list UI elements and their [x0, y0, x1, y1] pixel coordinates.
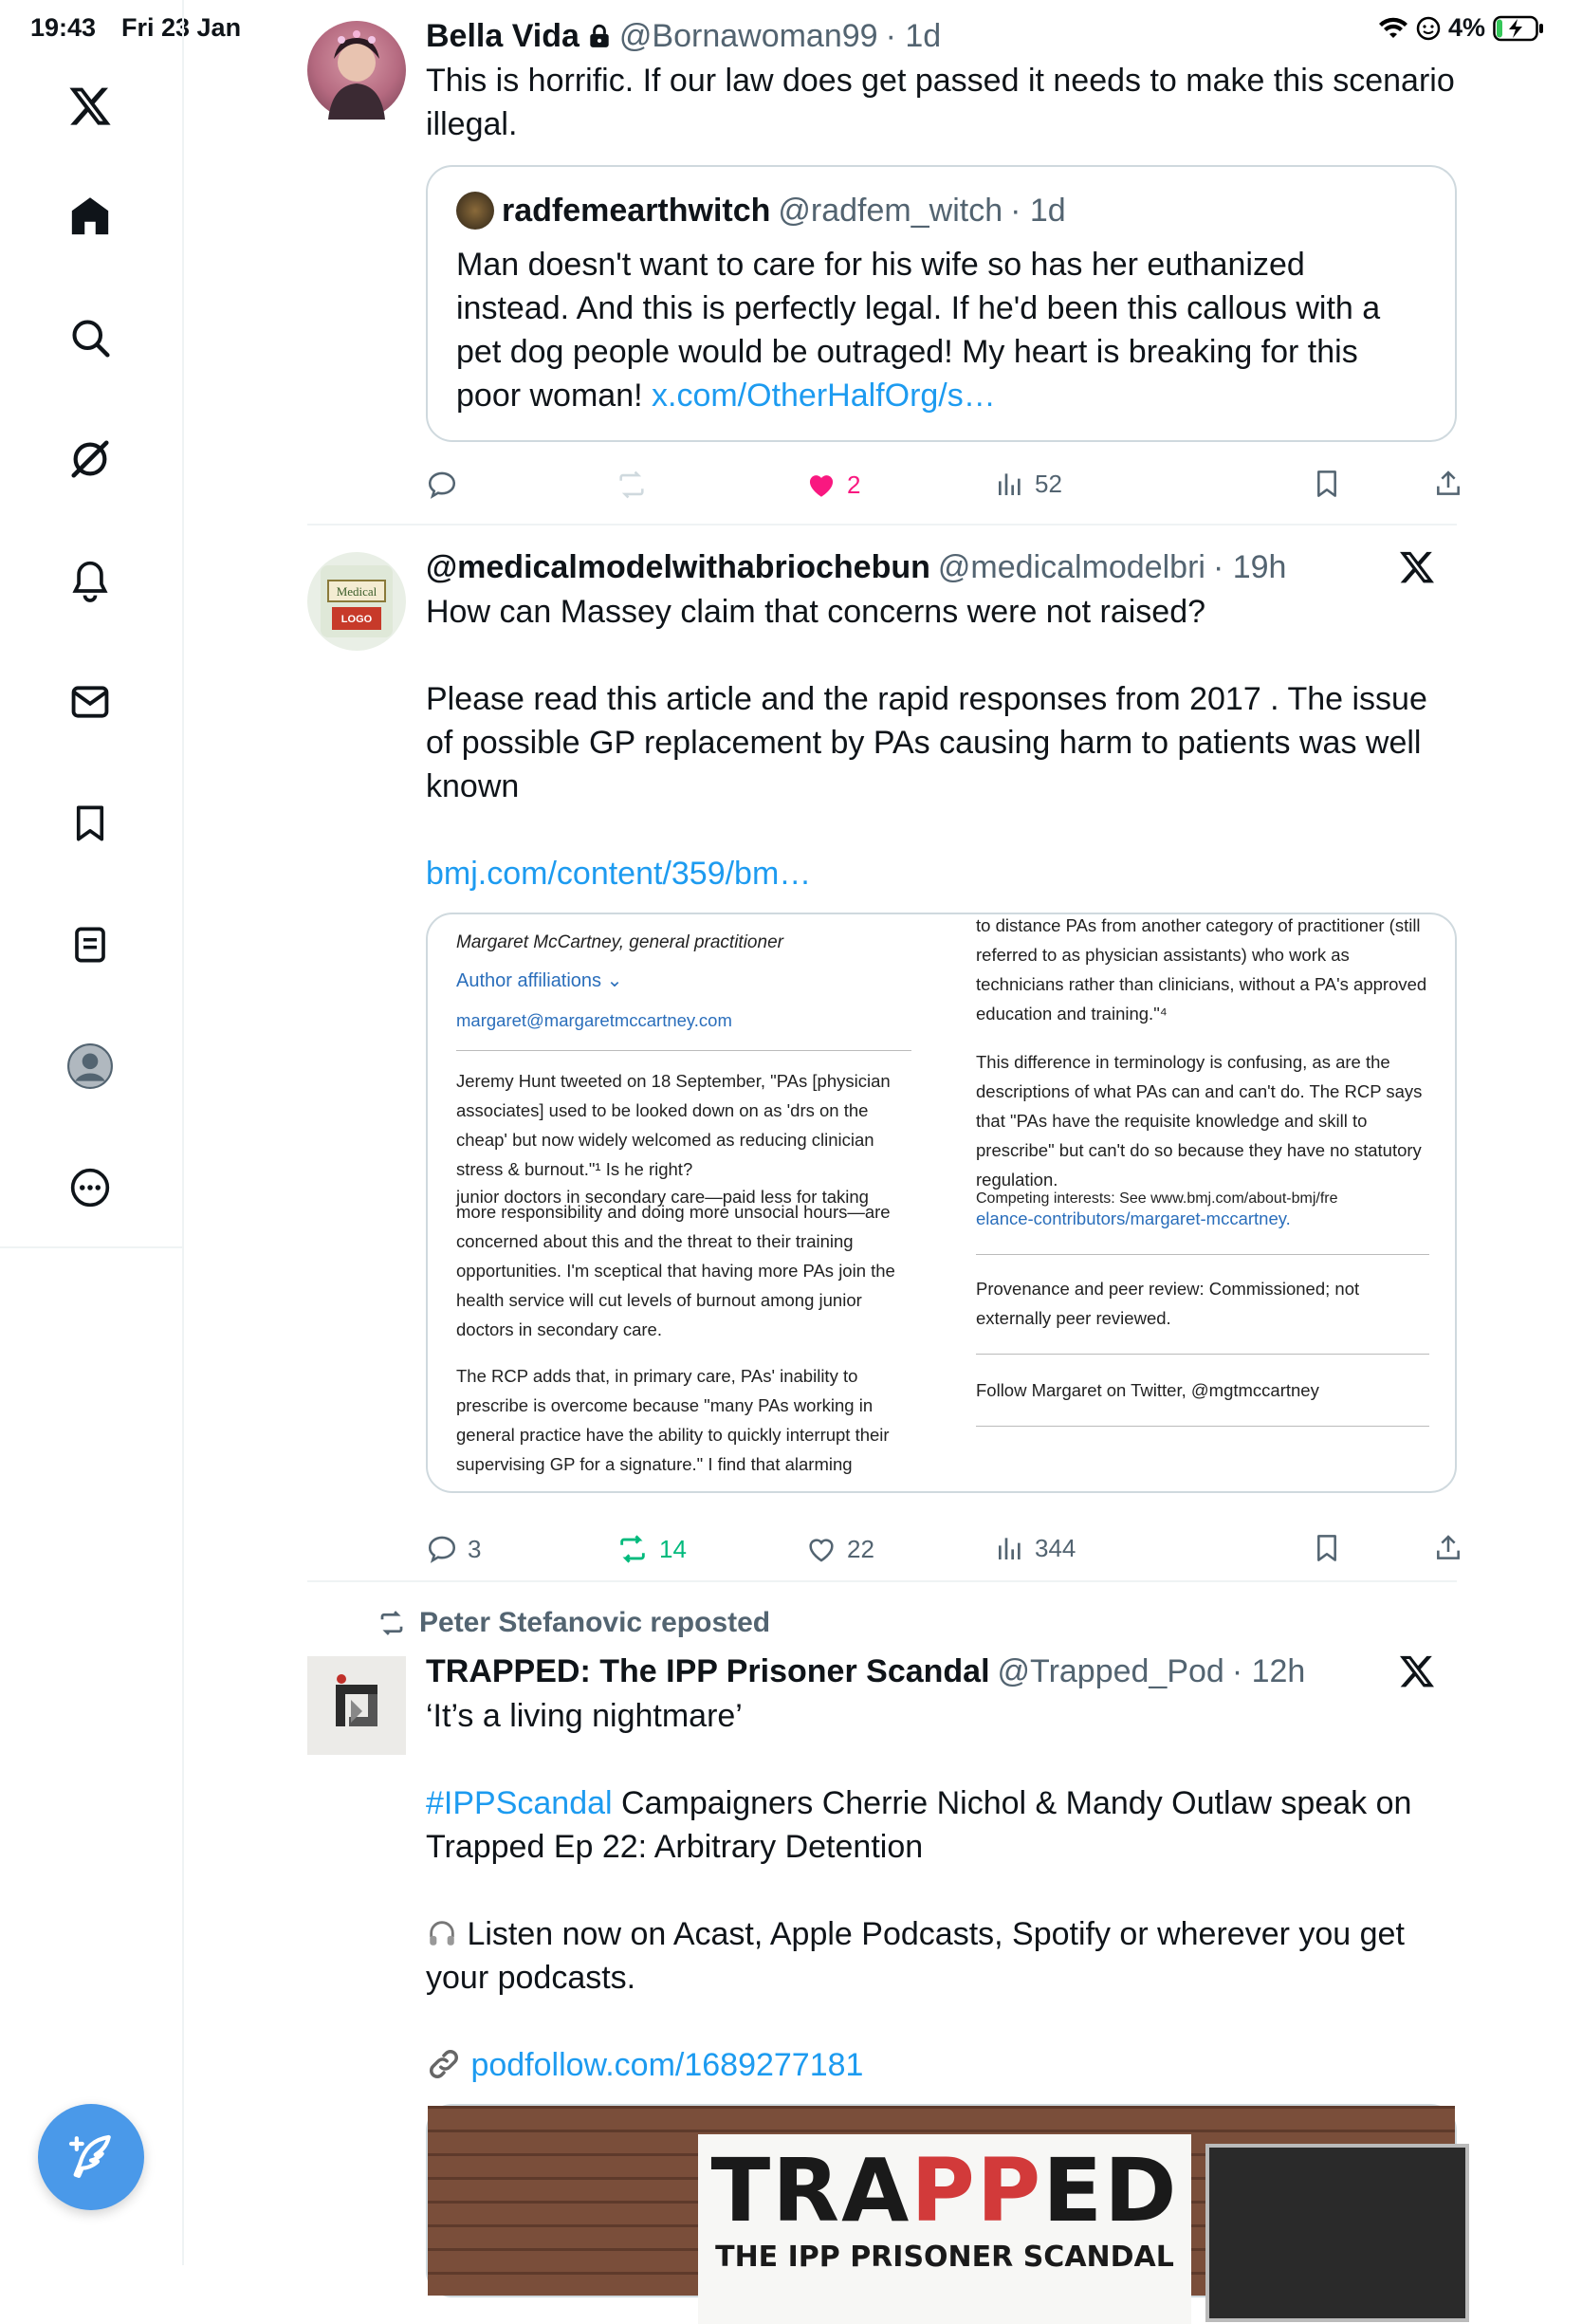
repost-button[interactable] — [616, 1533, 687, 1565]
reply-count: 3 — [468, 1534, 482, 1563]
status-time: 19:43 — [30, 13, 97, 42]
search-icon[interactable] — [65, 313, 115, 362]
like-count: 2 — [847, 470, 861, 499]
tweet-trapped-pod[interactable] — [307, 1607, 1457, 2274]
sidebar-separator — [0, 1246, 182, 1248]
compose-post-button[interactable] — [38, 2104, 144, 2210]
tweet-bella-vida[interactable] — [307, 17, 1457, 520]
reply-button[interactable] — [426, 469, 458, 501]
repost-label[interactable]: Peter Stefanovic reposted — [419, 1607, 771, 1638]
like-button[interactable] — [805, 469, 860, 501]
article-email: margaret@margaretmccartney.com — [456, 1010, 732, 1030]
view-count: 344 — [1035, 1533, 1076, 1562]
reposted-icon — [616, 1533, 650, 1565]
tweet-header — [426, 1652, 1457, 1690]
profile-avatar-icon[interactable] — [65, 1042, 115, 1091]
article-link-text: elance-contributors/margaret-mccartney. — [976, 1208, 1291, 1228]
repost-small-icon — [376, 1609, 408, 1637]
tweet-text-paragraph — [426, 1912, 1457, 2000]
like-button[interactable] — [805, 1533, 874, 1565]
headphones-icon — [426, 1917, 458, 1949]
reply-button[interactable] — [426, 1533, 481, 1565]
article-rule — [456, 1050, 911, 1051]
image-sign — [698, 2134, 1191, 2324]
article-paragraph: more responsibility and doing more unsocial hours—are concerned about this and the threat to their training opportunities. I'm sceptical that having more PAs join the health service will cut levels of burnout among junior doctors in secondary care. — [456, 1202, 895, 1339]
heart-icon — [805, 1533, 837, 1565]
image-sign-subtitle: THE IPP PRISONER SCANDAL — [715, 2241, 1174, 2274]
tweet-text-body: Listen now on Acast, Apple Podcasts, Spotify or wherever you get your podcasts. — [426, 1916, 1405, 1996]
bookmark-button[interactable] — [1312, 469, 1342, 499]
bookmark-button[interactable] — [1312, 1533, 1342, 1563]
sidebar — [0, 0, 184, 2265]
tweet-text — [426, 1694, 1457, 2087]
quoted-timestamp: · 1d — [1010, 193, 1066, 229]
bookmarks-icon[interactable] — [65, 799, 115, 848]
tweet-text-paragraph: Please read this article and the rapid responses from 2017 . The issue of possible GP replacement by PAs causing harm to patients was well known — [426, 681, 1427, 804]
article-rule — [976, 1354, 1429, 1355]
display-name[interactable]: TRAPPED: The IPP Prisoner Scandal — [426, 1653, 990, 1689]
status-date: Fri 23 Jan — [121, 13, 242, 42]
article-paragraph: This difference in terminology is confusing, as are the descriptions of what PAs can and can't do. The RCP says that "PAs have the requisite knowledge and skill to prescribe" but can't do so because they have no statutory regulation. — [976, 1052, 1423, 1190]
share-button[interactable] — [1433, 1533, 1463, 1563]
display-name[interactable]: @medicalmodelwithabriochebun — [426, 549, 930, 585]
handle[interactable]: @medicalmodelbri — [937, 549, 1205, 585]
home-icon[interactable] — [65, 192, 115, 241]
tweet-text — [426, 590, 1457, 895]
tweet-text-paragraph — [426, 2043, 1457, 2087]
article-cut-line: junior doctors in secondary care—paid less for taking — [456, 1187, 869, 1207]
svg-text:Medical: Medical — [336, 584, 377, 599]
article-affiliations-label: Author affiliations — [456, 970, 602, 991]
reply-icon — [426, 469, 458, 501]
tweet-text-paragraph: ‘It’s a living nightmare’ — [426, 1698, 743, 1734]
chevron-down-icon: ⌄ — [606, 970, 623, 991]
timestamp[interactable]: · 12h — [1231, 1653, 1306, 1689]
display-name[interactable]: Bella Vida — [426, 18, 579, 54]
quoted-text-body: Man doesn't want to care for his wife so has her euthanized instead. And this is perfectly legal. If he'd been this callous with a pet dog people would be outraged! My heart is breaking for this poor woman! — [456, 247, 1381, 414]
hashtag-link[interactable]: #IPPScandal — [426, 1785, 613, 1821]
article-follow: Follow Margaret on Twitter, @mgtmccartney — [976, 1380, 1319, 1400]
view-count: 52 — [1035, 469, 1062, 498]
views-button[interactable] — [995, 469, 1062, 499]
article-affiliations — [456, 967, 911, 996]
image-sign-title: TRAPPED — [710, 2140, 1179, 2241]
more-options-icon[interactable] — [65, 1163, 115, 1212]
article-author: Margaret McCartney, general practitioner — [456, 932, 783, 952]
share-icon — [1433, 1533, 1463, 1563]
liked-heart-icon — [805, 469, 837, 501]
tweet-header — [426, 548, 1457, 586]
views-button[interactable] — [995, 1533, 1076, 1563]
article-paragraph: The RCP adds that, in primary care, PAs' inability to prescribe is overcome because "many PAs working in general practice have the ability to quickly interrupt their supervising GP for a signature." I find that alarming — [456, 1366, 890, 1474]
tweet-divider — [307, 1580, 1457, 1582]
bookmark-icon — [1312, 1533, 1342, 1563]
quoted-display-name: radfemearthwitch — [502, 193, 771, 229]
quoted-avatar — [456, 192, 494, 230]
notifications-bell-icon[interactable] — [65, 556, 115, 605]
article-rule — [976, 1426, 1429, 1427]
tweet-actions — [426, 469, 1457, 507]
article-paragraph: Jeremy Hunt tweeted on 18 September, "PAs [physician associates] used to be looked down on as 'drs on the cheap' but now widely welcomed as reducing clinician stress & burnout."¹ Is he right? — [456, 1071, 891, 1179]
quoted-handle: @radfem_witch — [778, 193, 1003, 229]
views-chart-icon — [995, 1533, 1025, 1563]
quoted-tweet[interactable] — [426, 165, 1457, 442]
tweet-actions — [426, 1533, 1457, 1571]
tweet-text: This is horrific. If our law does get passed it needs to make this scenario illegal. — [426, 63, 1455, 142]
tweet-text-paragraph — [426, 1781, 1457, 1869]
avatar[interactable] — [307, 21, 406, 120]
lists-icon[interactable] — [65, 920, 115, 969]
article-screenshot[interactable] — [426, 913, 1457, 1493]
quoted-tweet-text — [456, 243, 1426, 417]
like-count: 22 — [847, 1534, 874, 1563]
avatar[interactable] — [307, 1656, 406, 1755]
share-icon — [1433, 469, 1463, 499]
protected-lock-icon — [587, 23, 612, 49]
repost-count: 14 — [659, 1534, 687, 1563]
timestamp[interactable]: · 19h — [1212, 549, 1287, 585]
battery-percent: 4% — [1447, 13, 1485, 42]
bookmark-icon — [1312, 469, 1342, 499]
share-button[interactable] — [1433, 469, 1463, 499]
svg-text:LOGO: LOGO — [340, 614, 373, 625]
handle[interactable]: @Trapped_Pod — [997, 1653, 1224, 1689]
image-window — [1205, 2144, 1469, 2322]
article-column-left — [456, 928, 911, 1474]
article-provenance: Provenance and peer review: Commissioned; not externally peer reviewed. — [976, 1279, 1360, 1328]
tweet-text-paragraph: How can Massey claim that concerns were not raised? — [426, 594, 1206, 630]
handle[interactable]: @Bornawoman99 — [618, 18, 878, 54]
article-rule — [976, 1254, 1429, 1255]
quoted-tweet-header — [456, 192, 1426, 230]
grok-icon[interactable] — [65, 434, 115, 484]
repost-context — [376, 1607, 770, 1639]
messages-envelope-icon[interactable] — [65, 677, 115, 727]
avatar[interactable] — [307, 552, 406, 651]
tweet-divider — [307, 524, 1457, 526]
article-column-right — [976, 911, 1429, 1427]
repost-button-disabled[interactable] — [616, 469, 648, 501]
tweet-image[interactable] — [426, 2104, 1457, 2297]
quoted-link[interactable]: x.com/OtherHalfOrg/s… — [652, 378, 996, 414]
article-cut-line: Competing interests: See www.bmj.com/about-bmj/fre — [976, 1190, 1338, 1207]
timestamp[interactable]: · 1d — [885, 18, 942, 54]
tweet-medicalmodel[interactable] — [307, 548, 1457, 1573]
battery-charging-icon — [1493, 15, 1544, 42]
reply-icon — [426, 1533, 458, 1565]
article-paragraph: to distance PAs from another category of practitioner (still referred to as physician assistants) who work as technicians rather than clinicians, without a PA's approved education and training."⁴ — [976, 915, 1427, 1024]
link-chain-icon — [426, 2046, 462, 2082]
repost-icon — [616, 469, 648, 501]
tweet-text-body: Campaigners Cherrie Nichol & Mandy Outlaw speak on Trapped Ep 22: Arbitrary Detention — [426, 1785, 1412, 1865]
compose-feather-icon — [64, 2130, 118, 2184]
article-link[interactable]: bmj.com/content/359/bm… — [426, 856, 812, 892]
podcast-link[interactable]: podfollow.com/1689277181 — [470, 2047, 864, 2083]
tweet-header — [426, 17, 1457, 55]
x-logo-icon[interactable] — [65, 82, 115, 131]
views-chart-icon — [995, 469, 1025, 499]
